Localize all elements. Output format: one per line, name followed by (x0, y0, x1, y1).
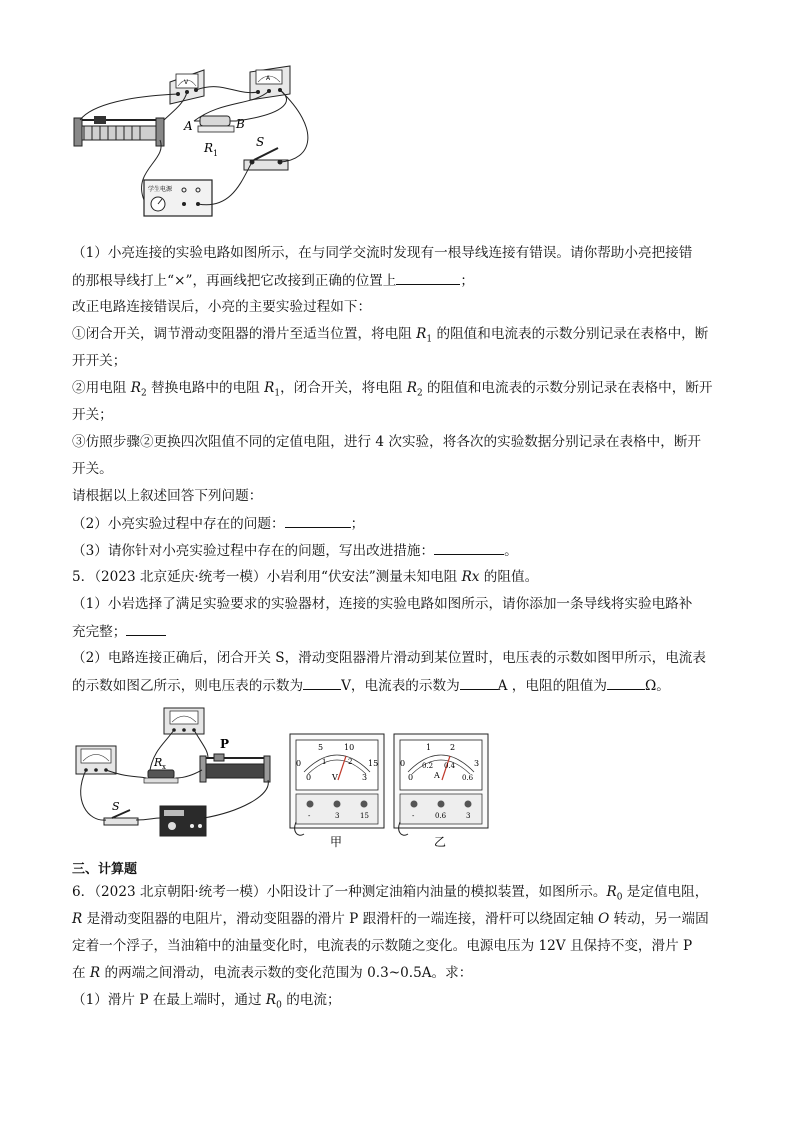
ammeter-icon (76, 746, 116, 774)
q4-part2: （2）小亮实验过程中存在的问题： ； (72, 513, 732, 534)
voltmeter-icon (170, 70, 204, 104)
ammeter-readout-yi (394, 734, 488, 849)
svg-text:V: V (332, 773, 338, 782)
q6-line3: 定着一个浮子，当油箱中的油量变化时，电流表的示数随之变化。电源电压为 12V 且保持不变，滑片 P (72, 938, 693, 954)
q4-part1-line2: 的那根导线打上“×”，再画线把它改接到正确的位置上 ； (72, 270, 732, 291)
svg-text:15: 15 (360, 812, 369, 820)
svg-text:5: 5 (318, 743, 324, 752)
q4-step2-line1: ②用电阻 $R_2$ 替换电路中的电阻 $R_1$，闭合开关，将电阻 $R_2$ 的阻值和电流表的示数分别记录在表格中，断开 (72, 380, 713, 399)
answer-blank[interactable] (396, 270, 460, 285)
svg-text:1: 1 (426, 743, 432, 752)
svg-text:1: 1 (322, 758, 327, 766)
circuit-figure-2 (68, 700, 278, 848)
q6-part1: （1）滑片 P 在最上端时，通过 $R_0$ 的电流； (72, 992, 341, 1011)
resistor-r1-icon (194, 116, 236, 132)
answer-blank[interactable] (303, 675, 341, 690)
voltmeter-readout-jia (290, 734, 384, 849)
power-supply-icon (160, 806, 206, 836)
svg-text:1: 1 (213, 149, 219, 158)
q4-step1-line1: ①闭合开关，调节滑动变阻器的滑片至适当位置，将电阻 $R_1$ 的阻值和电流表的示数分别记录在表格中，断 (72, 326, 709, 345)
svg-text:-: - (412, 812, 415, 820)
switch-icon (244, 148, 288, 170)
svg-text:-: - (308, 812, 311, 820)
svg-text:0.6: 0.6 (435, 812, 447, 820)
answer-blank[interactable] (126, 621, 166, 636)
q4-step1-line2: 开开关； (72, 353, 127, 369)
q6-line1: 6．（2023 北京朝阳·统考一模）小阳设计了一种测定油箱内油量的模拟装置，如图所示。$R_0$ 是定值电阻， (72, 884, 709, 903)
q5-part1-line2: 充完整； (72, 621, 732, 642)
ammeter-icon (250, 66, 290, 100)
svg-text:x: x (162, 763, 166, 771)
q4-step3-line2: 开关。 (72, 461, 113, 477)
svg-text:0: 0 (296, 759, 302, 768)
svg-text:3: 3 (474, 759, 480, 768)
q6-line4: 在 R 的两端之间滑动，电流表示数的变化范围为 0.3~0.5A。求： (72, 965, 473, 981)
svg-text:乙: 乙 (434, 835, 447, 849)
svg-text:R: R (154, 756, 163, 769)
svg-text:甲: 甲 (330, 835, 343, 849)
circuit-figure-1 (72, 60, 342, 232)
section-heading: 三、计算题 (72, 862, 138, 877)
voltmeter-icon (164, 708, 204, 734)
rheostat-icon (200, 754, 270, 782)
q5-part2-line2: 的示数如图乙所示，则电压表的示数为 V，电流表的示数为 A ，电阻的阻值为 Ω。 (72, 675, 732, 696)
svg-text:A: A (184, 119, 193, 133)
svg-text:0.4: 0.4 (444, 762, 456, 770)
svg-text:V: V (184, 79, 189, 86)
answer-blank[interactable] (434, 540, 504, 555)
svg-text:3: 3 (335, 812, 340, 820)
q5-part2-line1: （2）电路连接正确后，闭合开关 S，滑动变阻器滑片滑动到某位置时，电压表的示数如图甲所示，电流表 (72, 650, 706, 666)
resistor-rx-icon (144, 770, 178, 783)
q4-step3-line1: ③仿照步骤②更换四次阻值不同的定值电阻，进行 4 次实验，将各次的实验数据分别记录在表格中，断开 (72, 434, 702, 450)
q4-answer-intro: 请根据以上叙述回答下列问题： (72, 488, 263, 504)
svg-text:R: R (204, 141, 214, 155)
q4-part1-line1: （1）小亮连接的实验电路如图所示，在与同学交流时发现有一根导线连接有错误。请你帮助小亮把接错 (72, 245, 693, 261)
svg-text:0: 0 (306, 773, 312, 782)
q6-line2: R 是滑动变阻器的电阻片，滑动变阻器的滑片 P 跟滑杆的一端连接，滑杆可以绕固定轴 O 转动，另一端固 (72, 911, 709, 927)
svg-text:学生电源: 学生电源 (148, 186, 173, 193)
svg-text:A: A (266, 75, 271, 82)
svg-text:0.2: 0.2 (422, 762, 434, 770)
svg-text:3: 3 (466, 812, 471, 820)
svg-text:2: 2 (450, 743, 456, 752)
svg-text:0.6: 0.6 (462, 774, 474, 782)
answer-blank[interactable] (285, 513, 351, 528)
answer-blank[interactable] (460, 675, 498, 690)
svg-text:A: A (434, 771, 440, 780)
svg-text:3: 3 (362, 773, 368, 782)
q5-title: 5．（2023 北京延庆·统考一模）小岩利用“伏安法”测量未知电阻 Rx 的阻值。 (72, 569, 539, 585)
switch-icon (104, 810, 138, 825)
meter-readouts-figure (286, 730, 492, 850)
svg-text:B: B (236, 117, 245, 131)
q4-part3: （3）请你针对小亮实验过程中存在的问题，写出改进措施： 。 (72, 540, 732, 561)
svg-text:P: P (220, 737, 230, 751)
power-supply-icon (144, 180, 212, 216)
svg-text:10: 10 (344, 743, 355, 752)
svg-text:2: 2 (348, 758, 353, 766)
svg-text:S: S (112, 800, 120, 813)
answer-blank[interactable] (607, 675, 645, 690)
svg-text:15: 15 (368, 759, 379, 768)
svg-text:S: S (256, 135, 265, 149)
rheostat-icon (74, 116, 164, 146)
svg-text:0: 0 (400, 759, 406, 768)
q4-step2-line2: 开关； (72, 407, 113, 423)
svg-text:0: 0 (408, 773, 414, 782)
q4-intro: 改正电路连接错误后，小亮的主要实验过程如下： (72, 299, 372, 315)
q5-part1-line1: （1）小岩选择了满足实验要求的实验器材，连接的实验电路如图所示，请你添加一条导线将实验电路补 (72, 596, 693, 612)
